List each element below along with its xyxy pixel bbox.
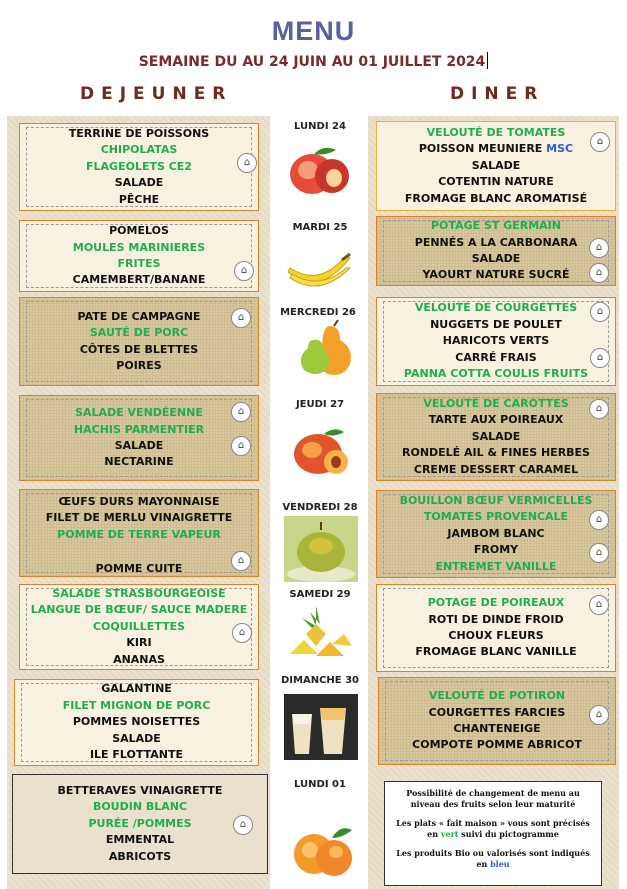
house-icon: ⌂: [231, 551, 251, 571]
dinner-box-friday-28: [376, 490, 616, 578]
menu-item: VELOUTÉ DE TOMATES: [426, 125, 566, 139]
menu-item: CHIPOLATAS: [100, 143, 178, 157]
menu-item: YAOURT NATURE SUCRÉ: [422, 268, 570, 282]
menu-item: COMPOTE POMME ABRICOT: [412, 738, 582, 752]
text-cursor: [487, 52, 488, 69]
menu-item: POMMES NOISETTES: [72, 715, 201, 729]
house-icon: ⌂: [589, 705, 609, 725]
menu-item: BETTERAVES VINAIGRETTE: [57, 783, 223, 797]
menu-item: CHOUX FLEURS: [448, 629, 544, 642]
lunch-box-sunday-30: [14, 679, 259, 766]
menu-item: FROMAGE BLANC VANILLE: [415, 645, 577, 659]
house-icon: ⌂: [589, 238, 609, 258]
menu-item: CREME DESSERT CARAMEL: [413, 462, 579, 476]
menu-item: VELOUTÉ DE POTIRON: [428, 689, 566, 703]
house-icon: ⌂: [590, 132, 610, 152]
menu-item: MOULES MARINIERES: [72, 240, 206, 254]
house-icon: ⌂: [589, 543, 609, 563]
menu-item: TERRINE DE POISSONS: [68, 126, 210, 140]
lunch-box-wednesday-26: [19, 297, 259, 386]
dessert-cup-icon: [284, 694, 358, 760]
dinner-box-wednesday-26: [376, 297, 616, 386]
menu-item: SALADE VENDÉENNE: [75, 406, 203, 420]
menu-item: ROTI DE DINDE FROID: [428, 612, 564, 626]
menu-item: NUGGETS DE POULET: [430, 317, 562, 331]
page-title: MENU: [271, 16, 356, 46]
pineapple-icon: [286, 604, 356, 664]
menu-item: VELOUTÉ DE COURGETTES: [414, 301, 578, 315]
menu-item: SALADE: [471, 158, 521, 172]
house-icon: ⌂: [231, 436, 251, 456]
menu-item: PENNÉS A LA CARBONARA: [414, 235, 578, 249]
menu-item: SAUTÉ DE PORC: [89, 326, 189, 340]
menu-item: PURÉE /POMMES: [88, 816, 192, 830]
dinner-box-monday-24: [376, 121, 616, 211]
lunch-box-monday-24: [19, 123, 259, 211]
day-label: MERCREDI 26: [280, 307, 356, 318]
menu-item: RONDELÉ AIL & FINES HERBES: [402, 446, 590, 460]
lunch-header: DEJEUNER: [80, 84, 233, 104]
menu-item: CHANTENEIGE: [453, 722, 541, 735]
house-icon: ⌂: [234, 261, 254, 281]
lunch-box-monday-01: [12, 774, 268, 874]
day-label: VENDREDI 28: [282, 502, 358, 513]
menu-item: SALADE STRASBOURGEOISE: [52, 586, 226, 600]
menu-item: SALADE: [471, 429, 521, 443]
menu-item: KIRI: [126, 636, 152, 650]
day-label: LUNDI 01: [294, 779, 346, 790]
nectarine-icon: [286, 422, 356, 482]
menu-item: PATE DE CAMPAGNE: [77, 309, 201, 323]
menu-item: SALADE: [114, 176, 164, 190]
menu-item: SALADE: [112, 731, 161, 745]
note-maturity: Possibilité de changement de menu au niveau des fruits selon leur maturité: [406, 788, 580, 809]
menu-item: PANNA COTTA COULIS FRUITS: [403, 367, 589, 381]
house-icon: ⌂: [232, 623, 252, 643]
house-icon: ⌂: [237, 153, 257, 173]
dinner-header: DINER: [450, 84, 545, 104]
menu-item: POMME DE TERRE VAPEUR: [57, 527, 221, 541]
menu-item: POIRES: [116, 358, 162, 372]
note-fait-maison: Les plats « fait maison » vous sont précisés en vert suivi du pictogramme: [396, 818, 590, 839]
menu-item: FILET MIGNON DE PORC: [62, 698, 211, 712]
day-label: DIMANCHE 30: [280, 675, 360, 686]
menu-item: CARRÉ FRAIS: [455, 350, 537, 364]
menu-item: GALANTINE: [101, 682, 172, 696]
house-icon: ⌂: [590, 302, 610, 322]
menu-item: TOMATES PROVENCALE: [423, 510, 569, 524]
menu-item: VELOUTÉ DE CAROTTES: [423, 396, 569, 410]
menu-item: CAMEMBERT/BANANE: [72, 273, 206, 287]
menu-item: HARICOTS VERTS: [442, 334, 550, 348]
menu-item: NECTARINE: [104, 455, 174, 469]
house-icon: ⌂: [233, 815, 253, 835]
dinner-box-thursday-27: [376, 393, 616, 481]
house-icon: ⌂: [231, 402, 251, 422]
week-subtitle: SEMAINE DU AU 24 JUIN AU 01 JUILLET 2024: [0, 52, 627, 70]
banana-icon: [284, 238, 354, 298]
menu-item: POTAGE DE POIREAUX: [427, 596, 565, 610]
menu-item: EMMENTAL: [105, 833, 175, 847]
menu-item: FLAGEOLETS CE2: [86, 159, 192, 173]
menu-item: POMELOS: [109, 224, 169, 238]
day-label: JEUDI 27: [295, 399, 345, 410]
menu-item: LANGUE DE BŒUF/ SAUCE MADERE: [30, 603, 248, 617]
menu-item: POISSON MEUNIERE MSC: [418, 142, 574, 156]
menu-item: ILE FLOTTANTE: [89, 748, 184, 762]
lunch-box-saturday-29: [19, 584, 259, 670]
pear-icon: [294, 318, 364, 378]
menu-item: POTAGE ST GERMAIN: [431, 219, 561, 233]
menu-item: SALADE: [114, 439, 164, 452]
dinner-box-saturday-29: [376, 584, 616, 672]
dinner-box-sunday-30: [378, 677, 616, 765]
menu-item: FROMAGE BLANC AROMATISÉ: [404, 191, 588, 205]
bio-label: MSC: [546, 142, 574, 156]
menu-item: CÔTES DE BLETTES: [79, 342, 199, 356]
menu-item: COURGETTES FARCIES: [428, 705, 566, 719]
lunch-box-thursday-27: [19, 395, 259, 481]
house-icon: ⌂: [589, 510, 609, 530]
house-icon: ⌂: [231, 308, 251, 328]
day-label: SAMEDI 29: [289, 589, 351, 600]
menu-item: ABRICOTS: [108, 849, 172, 863]
menu-item: HACHIS PARMENTIER: [73, 422, 205, 436]
menu-item: FILET DE MERLU VINAIGRETTE: [45, 511, 233, 525]
day-label: MARDI 25: [292, 222, 348, 233]
menu-item: ŒUFS DURS MAYONNAISE: [58, 495, 220, 508]
note-bio: Les produits Bio ou valorisés sont indiqués en bleu: [396, 848, 590, 869]
apricot-icon: [288, 818, 358, 878]
menu-item: SALADE: [471, 252, 521, 265]
day-label: LUNDI 24: [294, 121, 346, 132]
dinner-box-tuesday-25: [376, 216, 616, 286]
menu-item: PÊCHE: [118, 192, 160, 206]
menu-item: POMME CUITE: [95, 562, 183, 576]
menu-item: ANANAS: [113, 652, 165, 666]
house-icon: ⌂: [589, 263, 609, 283]
house-icon: ⌂: [590, 348, 610, 368]
menu-item: ENTREMET VANILLE: [435, 559, 557, 573]
menu-item: FROMY: [473, 543, 519, 557]
baked-apple-icon: [284, 516, 358, 582]
lunch-box-tuesday-25: [19, 220, 259, 292]
menu-item: JAMBOM BLANC: [447, 526, 545, 540]
menu-item: BOUILLON BŒUF VERMICELLES: [399, 493, 593, 507]
menu-item: TARTE AUX POIREAUX: [428, 413, 564, 427]
info-note: [384, 781, 602, 886]
lunch-box-friday-28: [19, 489, 259, 577]
house-icon: ⌂: [589, 399, 609, 419]
menu-item: BOUDIN BLANC: [92, 800, 188, 814]
menu-item: FRITES: [117, 257, 161, 270]
menu-item: COQUILLETTES: [92, 619, 186, 633]
house-icon: ⌂: [589, 595, 609, 615]
menu-item: COTENTIN NATURE: [438, 175, 554, 189]
peach-icon: [284, 140, 354, 200]
